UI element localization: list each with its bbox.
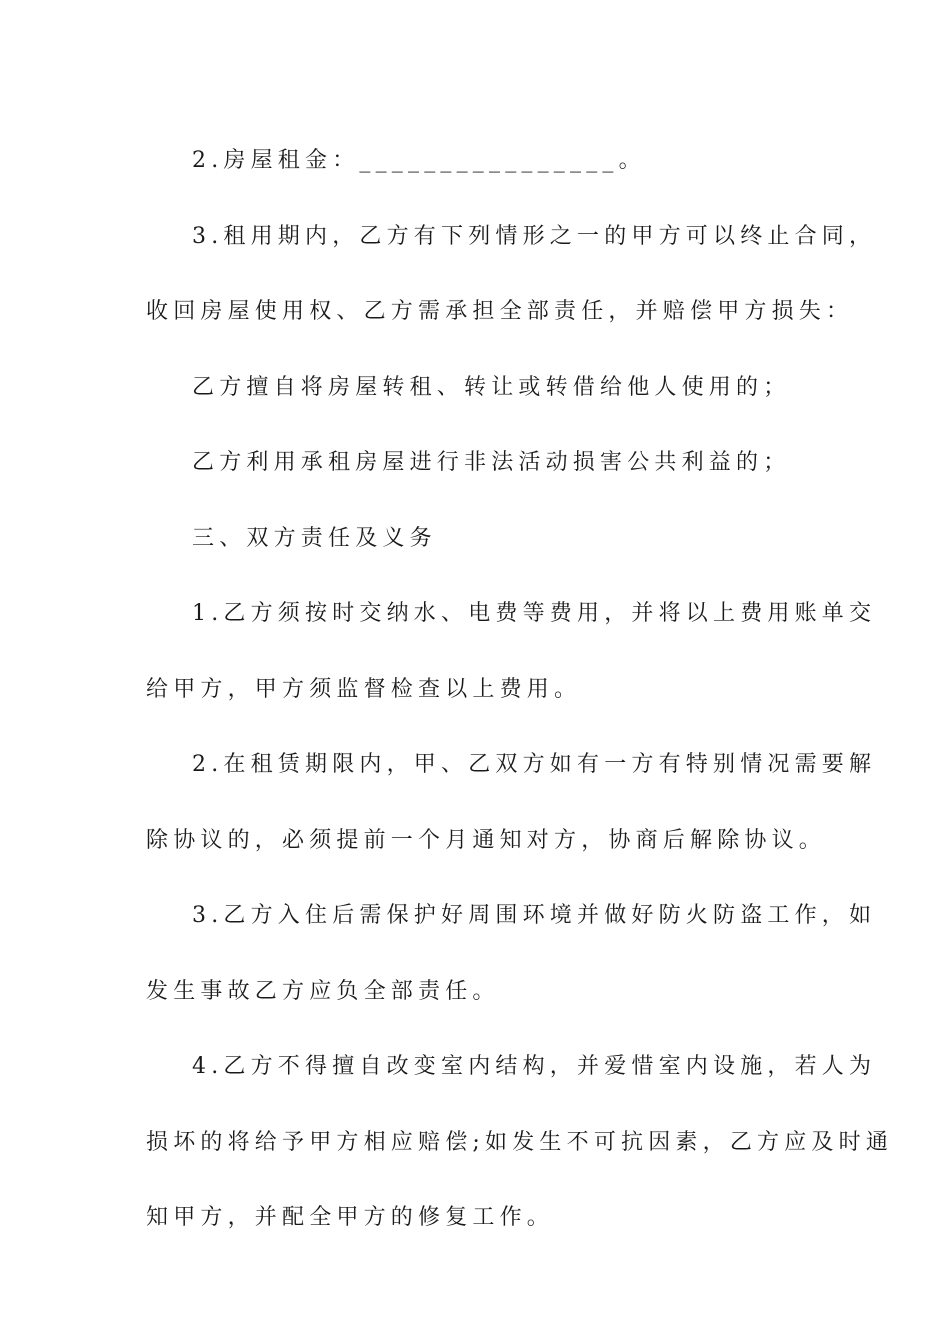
clause-termination-line-1: 3.租用期内，乙方有下列情形之一的甲方可以终止合同， [192,223,877,249]
duty-4-line-3: 知甲方，并配全甲方的修复工作。 [146,1205,555,1230]
termination-condition-sublet: 乙方擅自将房屋转租、转让或转借给他人使用的； [192,374,791,400]
duty-2-line-2: 除协议的，必须提前一个月通知对方，协商后解除协议。 [146,827,827,853]
duty-3-line-1: 3.乙方入住后需保护好周围环境并做好防火防盗工作，如 [192,903,877,928]
document-body [146,123,894,1256]
duty-4-line-1: 4.乙方不得擅自改变室内结构，并爱惜室内设施，若人为 [192,1054,877,1079]
duty-1-line-2: 给甲方，甲方须监督检查以上费用。 [146,676,582,702]
termination-condition-illegal-use: 乙方利用承租房屋进行非法活动损害公共利益的； [192,450,791,475]
duty-3-line-2: 发生事故乙方应负全部责任。 [146,978,500,1004]
duty-4-line-2: 损坏的将给予甲方相应赔偿;如发生不可抗因素，乙方应及时通 [146,1129,894,1155]
duty-2-line-1: 2.在租赁期限内，甲、乙双方如有一方有特别情况需要解 [192,752,877,777]
section-heading-responsibilities: 三、双方责任及义务 [192,525,437,551]
clause-rent: 2.房屋租金：________________。 [192,148,646,173]
duty-1-line-1: 1.乙方须按时交纳水、电费等费用，并将以上费用账单交 [192,601,877,626]
clause-termination-line-2: 收回房屋使用权、乙方需承担全部责任，并赔偿甲方损失： [146,299,854,324]
